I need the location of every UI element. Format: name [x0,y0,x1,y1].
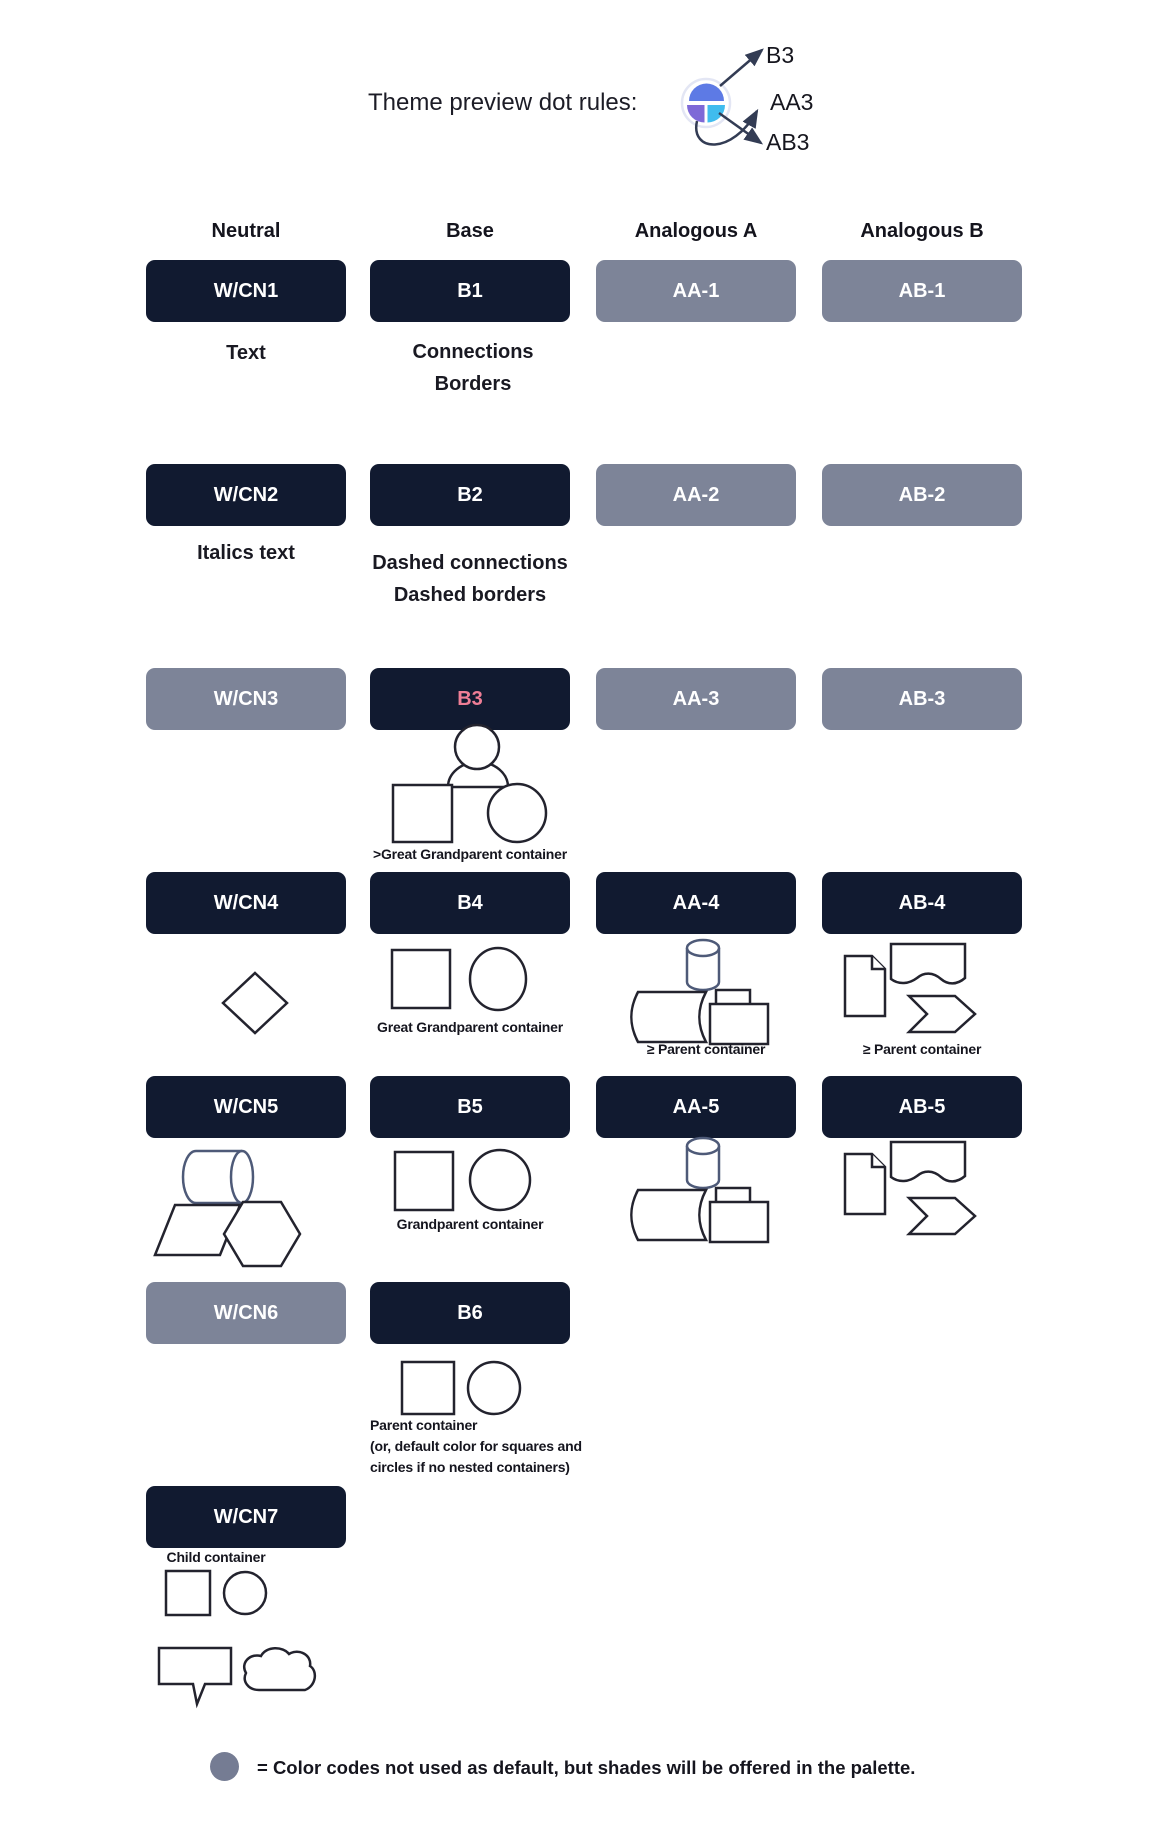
square-shape [166,1571,210,1615]
b4-shapes-square-circle [380,944,560,1016]
horizontal-cylinder-end-shape [231,1151,253,1203]
b6-shapes-square-circle [390,1356,540,1418]
note-b1-line1: Connections [412,341,534,363]
swatch-aa3: AA-3 [596,668,796,730]
person-head-shape [455,725,499,769]
rect-shape [710,1202,768,1242]
square-shape [402,1362,454,1414]
b3-shapes-person-square-circle [370,722,590,850]
swatch-wcn1: W/CN1 [146,260,346,322]
wavy-document-shape [891,944,965,983]
swatch-wcn5: W/CN5 [146,1076,346,1138]
swatch-b5: B5 [370,1076,570,1138]
rect-shape [710,1004,768,1044]
folded-corner-line [872,956,885,969]
ab4-shapes-note-document-chevron [835,930,985,1040]
swatch-aa2: AA-2 [596,464,796,526]
dot-segment-top [689,84,724,102]
column-header-base: Base [446,220,494,242]
cylinder-top-shape [687,1138,719,1154]
caption-b4: Great Grandparent container [377,1019,563,1035]
wcn5-shapes-cylinder-parallelogram-hexagon [120,1140,320,1272]
chevron-shape [909,1198,975,1234]
chevron-shape [909,996,975,1032]
swatch-wcn3: W/CN3 [146,668,346,730]
caption-aa4: ≥ Parent container [646,1041,766,1057]
curved-card-shape [631,1190,706,1240]
caption-b3: >Great Grandparent container [373,846,567,862]
gray-dot-legend-icon [210,1752,239,1781]
swatch-b3: B3 [370,668,570,730]
swatch-aa5: AA-5 [596,1076,796,1138]
column-header-analogous-b: Analogous B [860,220,984,242]
footer-note: = Color codes not used as default, but shades will be offered in the palette. [257,1757,916,1778]
caption-b6-line1: Parent container [370,1417,478,1433]
caption-b6-line2: (or, default color for squares and [370,1438,582,1454]
wavy-document-shape [891,1142,965,1181]
arrow-to-ab3 [719,113,761,143]
cylinder-top-shape [687,940,719,956]
aa5-shapes-cylinder-card-tabs [620,1132,780,1244]
curved-card-shape [631,992,706,1042]
caption-wcn7: Child container [166,1549,266,1565]
wcn7-shapes-square-circle [150,1562,310,1620]
legend-label-aa3: AA3 [770,89,814,115]
swatch-wcn4: W/CN4 [146,872,346,934]
note-b1-line2: Borders [434,373,512,395]
aa4-shapes-cylinder-card-tabs [620,934,780,1046]
swatch-ab4: AB-4 [822,872,1022,934]
swatch-ab5: AB-5 [822,1076,1022,1138]
square-shape [395,1152,453,1210]
speech-bubble-and-cloud-shapes [125,1638,335,1710]
caption-b6-line3: circles if no nested containers) [370,1459,570,1475]
circle-shape [468,1362,520,1414]
legend-label-ab3: AB3 [766,129,810,155]
note-wcn1: Text [226,342,266,364]
square-shape [392,950,450,1008]
caption-ab4: ≥ Parent container [862,1041,982,1057]
swatch-b6: B6 [370,1282,570,1344]
cloud-shape [244,1648,315,1690]
swatch-ab3: AB-3 [822,668,1022,730]
b5-shapes-square-circle [380,1146,560,1218]
circle-shape [470,948,526,1010]
square-shape [393,785,452,842]
column-header-neutral: Neutral [211,220,281,242]
wcn4-diamond-figure [210,968,300,1038]
note-b2-line2: Dashed borders [393,584,547,606]
circle-shape [488,784,546,842]
ab5-shapes-note-document-chevron [835,1128,985,1238]
column-header-analogous-a: Analogous A [634,220,758,242]
swatch-aa1: AA-1 [596,260,796,322]
page-title: Theme preview dot rules: [368,89,638,116]
swatch-wcn6: W/CN6 [146,1282,346,1344]
swatch-wcn2: W/CN2 [146,464,346,526]
swatch-b4: B4 [370,872,570,934]
note-b2-line1: Dashed connections [372,552,568,574]
swatch-b2: B2 [370,464,570,526]
swatch-ab2: AB-2 [822,464,1022,526]
circle-shape [470,1150,530,1210]
speech-bubble-shape [159,1648,231,1704]
caption-b5: Grandparent container [396,1216,544,1232]
circle-shape [224,1572,266,1614]
legend-label-b3: B3 [766,42,795,68]
swatch-aa4: AA-4 [596,872,796,934]
swatch-wcn7: W/CN7 [146,1486,346,1548]
arrow-to-b3 [720,50,762,86]
swatch-ab1: AB-1 [822,260,1022,322]
diamond-shape [223,973,287,1033]
note-wcn2: Italics text [197,542,295,564]
swatch-b1: B1 [370,260,570,322]
